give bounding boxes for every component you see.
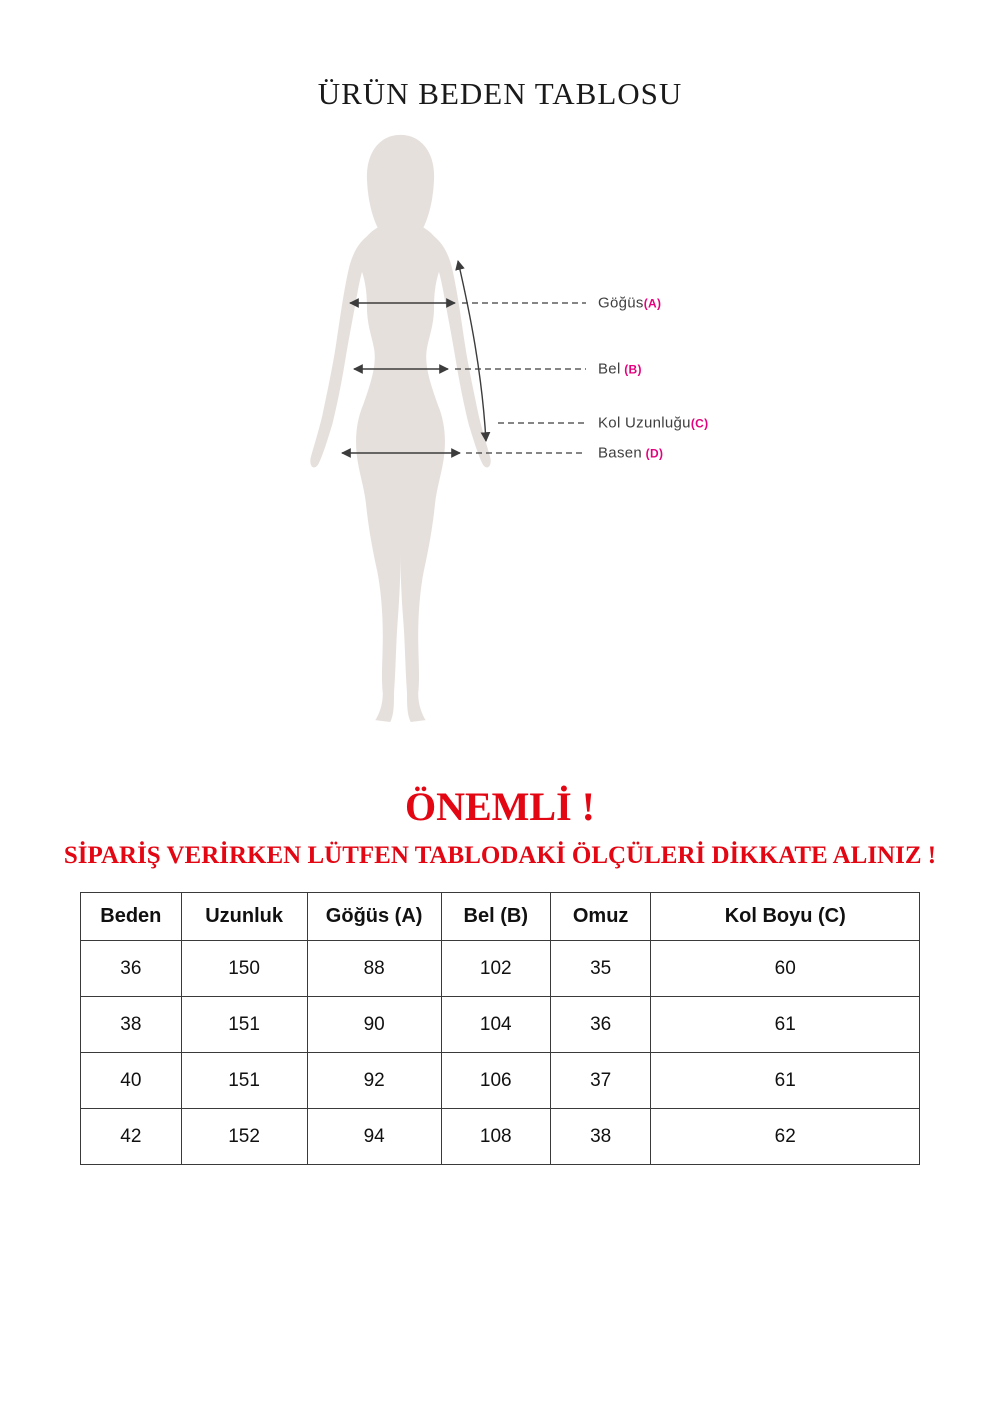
measurement-letter: (C): [690, 416, 709, 431]
table-cell: 152: [181, 1109, 307, 1165]
size-table: [80, 892, 920, 1165]
table-cell: 60: [651, 941, 920, 997]
table-cell: 104: [441, 997, 550, 1053]
table-cell: 61: [651, 997, 920, 1053]
table-cell: 61: [651, 1053, 920, 1109]
arm-length-arrow: [458, 261, 486, 441]
table-cell: 38: [550, 1109, 651, 1165]
measurement-lines: [0, 133, 1000, 773]
measurement-name: Bel: [598, 360, 621, 378]
table-cell: 38: [81, 997, 182, 1053]
page-title: ÜRÜN BEDEN TABLOSU: [317, 76, 683, 111]
table-cell: 42: [81, 1109, 182, 1165]
table-cell: 90: [307, 997, 441, 1053]
table-row: [81, 1109, 920, 1165]
measurement-label-arm-length: [598, 415, 708, 432]
table-cell: 40: [81, 1053, 182, 1109]
measurement-letter: (D): [642, 446, 664, 461]
col-header-kol-boyu: Kol Boyu (C): [651, 893, 920, 941]
col-header-beden: Beden: [81, 893, 182, 941]
table-cell: 37: [550, 1053, 651, 1109]
table-row: [81, 941, 920, 997]
table-cell: 36: [81, 941, 182, 997]
measurement-name: Basen: [598, 444, 643, 462]
table-row: [81, 997, 920, 1053]
table-row: [81, 1053, 920, 1109]
table-cell: 150: [181, 941, 307, 997]
table-cell: 106: [441, 1053, 550, 1109]
table-cell: 88: [307, 941, 441, 997]
col-header-gogus: Göğüs (A): [307, 893, 441, 941]
table-cell: 151: [181, 1053, 307, 1109]
measurement-label-waist: [598, 361, 642, 378]
warning-message: SİPARİŞ VERİRKEN LÜTFEN TABLODAKİ ÖLÇÜLERİ DİKKATE ALINIZ !: [63, 842, 937, 869]
table-cell: 108: [441, 1109, 550, 1165]
body-measurement-diagram: [0, 133, 1000, 773]
table-cell: 102: [441, 941, 550, 997]
col-header-uzunluk: Uzunluk: [181, 893, 307, 941]
measurement-name: Göğüs: [598, 294, 644, 312]
table-cell: 94: [307, 1109, 441, 1165]
measurement-name: Kol Uzunluğu: [598, 414, 691, 432]
col-header-omuz: Omuz: [550, 893, 651, 941]
col-header-bel: Bel (B): [441, 893, 550, 941]
table-cell: 151: [181, 997, 307, 1053]
table-cell: 36: [550, 997, 651, 1053]
measurement-label-hip: [598, 445, 663, 462]
table-header-row: [81, 893, 920, 941]
important-heading: ÖNEMLİ !: [405, 784, 595, 829]
table-cell: 35: [550, 941, 651, 997]
measurement-letter: (A): [643, 296, 662, 311]
table-cell: 62: [651, 1109, 920, 1165]
measurement-letter: (B): [620, 362, 642, 377]
measurement-label-chest: [598, 295, 661, 312]
table-cell: 92: [307, 1053, 441, 1109]
